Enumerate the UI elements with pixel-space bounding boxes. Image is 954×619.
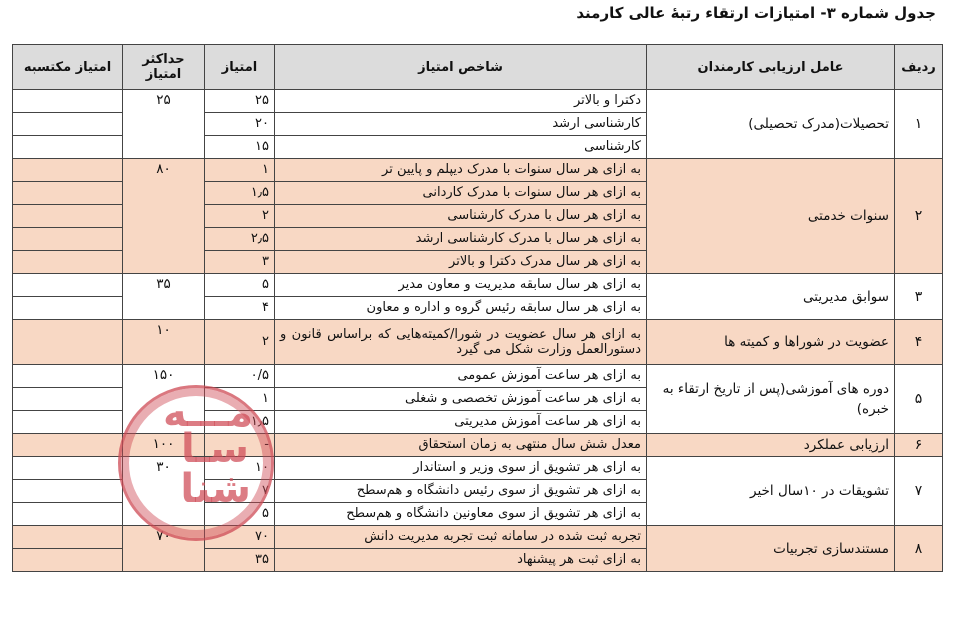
factor-cell: سنوات خدمتی <box>647 159 895 274</box>
indicator-cell: به ازای هر تشویق از سوی رئیس دانشگاه و هم‌سطح <box>275 480 647 503</box>
score-cell: - <box>205 434 275 457</box>
indicator-cell: به ازای ثبت هر پیشنهاد <box>275 549 647 572</box>
indicator-cell: معدل شش سال منتهی به زمان استحقاق <box>275 434 647 457</box>
max-score-cell: ۱۰ <box>123 320 205 365</box>
score-cell: ۵ <box>205 274 275 297</box>
max-score-cell: ۷۰ <box>123 526 205 572</box>
table-body <box>13 90 943 572</box>
indicator-cell: به ازای هر تشویق از سوی وزیر و استاندار <box>275 457 647 480</box>
earned-score-cell[interactable] <box>13 90 123 113</box>
row-number: ۱ <box>895 90 943 159</box>
earned-score-cell[interactable] <box>13 205 123 228</box>
row-number: ۸ <box>895 526 943 572</box>
header-max: حداکثر امتیاز <box>123 45 205 90</box>
indicator-cell: به ازای هر تشویق از سوی معاونین دانشگاه و هم‌سطح <box>275 503 647 526</box>
earned-score-cell[interactable] <box>13 457 123 480</box>
score-cell: ۱ <box>205 388 275 411</box>
earned-score-cell[interactable] <box>13 411 123 434</box>
table-row <box>13 159 943 182</box>
max-score-cell: ۱۰۰ <box>123 434 205 457</box>
row-number: ۲ <box>895 159 943 274</box>
earned-score-cell[interactable] <box>13 297 123 320</box>
earned-score-cell[interactable] <box>13 228 123 251</box>
score-cell: ۱۵ <box>205 136 275 159</box>
earned-score-cell[interactable] <box>13 434 123 457</box>
row-number: ۳ <box>895 274 943 320</box>
indicator-cell: به ازای هر سال با مدرک کارشناسی ارشد <box>275 228 647 251</box>
header-factor: عامل ارزیابی کارمندان <box>647 45 895 90</box>
score-cell: ۷ <box>205 480 275 503</box>
score-cell: ۳۵ <box>205 549 275 572</box>
indicator-cell: دکترا و بالاتر <box>275 90 647 113</box>
indicator-cell: به ازای هر سال سنوات با مدرک دیپلم و پایین تر <box>275 159 647 182</box>
score-cell: ۲۵ <box>205 90 275 113</box>
score-cell: ۱٫۵ <box>205 182 275 205</box>
max-score-cell: ۳۰ <box>123 457 205 526</box>
score-cell: ۵ <box>205 503 275 526</box>
earned-score-cell[interactable] <box>13 549 123 572</box>
indicator-cell: تجربه ثبت شده در سامانه ثبت تجربه مدیریت دانش <box>275 526 647 549</box>
earned-score-cell[interactable] <box>13 480 123 503</box>
row-number: ۷ <box>895 457 943 526</box>
scores-table <box>12 44 943 572</box>
earned-score-cell[interactable] <box>13 320 123 365</box>
indicator-cell: کارشناسی <box>275 136 647 159</box>
indicator-cell: به ازای هر سال با مدرک کارشناسی <box>275 205 647 228</box>
table-row <box>13 526 943 549</box>
earned-score-cell[interactable] <box>13 136 123 159</box>
indicator-cell: به ازای هر سال سابقه رئیس گروه و اداره و معاون <box>275 297 647 320</box>
earned-score-cell[interactable] <box>13 365 123 388</box>
factor-cell: عضویت در شوراها و کمیته ها <box>647 320 895 365</box>
factor-cell: تشویقات در ۱۰سال اخیر <box>647 457 895 526</box>
table-caption: جدول شماره ۳- امتیازات ارتقاء رتبۀ عالی کارمند <box>576 4 936 22</box>
indicator-cell: به ازای هر ساعت آموزش تخصصی و شغلی <box>275 388 647 411</box>
factor-cell: ارزیابی عملکرد <box>647 434 895 457</box>
max-score-cell: ۱۵۰ <box>123 365 205 434</box>
score-cell: ۱ <box>205 159 275 182</box>
table-row <box>13 90 943 113</box>
table-row <box>13 434 943 457</box>
indicator-cell: به ازای هر سال سابقه مدیریت و معاون مدیر <box>275 274 647 297</box>
score-cell: ۲ <box>205 320 275 365</box>
earned-score-cell[interactable] <box>13 113 123 136</box>
header-row <box>13 45 943 90</box>
table-row <box>13 365 943 388</box>
indicator-cell: به ازای هر ساعت آموزش مدیریتی <box>275 411 647 434</box>
factor-cell: تحصیلات(مدرک تحصیلی) <box>647 90 895 159</box>
factor-cell: دوره های آموزشی(پس از تاریخ ارتقاء به خبره) <box>647 365 895 434</box>
earned-score-cell[interactable] <box>13 251 123 274</box>
score-cell: ۱۰ <box>205 457 275 480</box>
earned-score-cell[interactable] <box>13 274 123 297</box>
earned-score-cell[interactable] <box>13 182 123 205</box>
earned-score-cell[interactable] <box>13 388 123 411</box>
row-number: ۶ <box>895 434 943 457</box>
max-score-cell: ۸۰ <box>123 159 205 274</box>
earned-score-cell[interactable] <box>13 503 123 526</box>
header-score: امتیاز <box>205 45 275 90</box>
earned-score-cell[interactable] <box>13 526 123 549</box>
table-row <box>13 457 943 480</box>
score-cell: ۲ <box>205 205 275 228</box>
max-score-cell: ۳۵ <box>123 274 205 320</box>
earned-score-cell[interactable] <box>13 159 123 182</box>
factor-cell: مستندسازی تجربیات <box>647 526 895 572</box>
factor-cell: سوابق مدیریتی <box>647 274 895 320</box>
table-row <box>13 320 943 365</box>
header-row-number: ردیف <box>895 45 943 90</box>
score-cell: ۲۰ <box>205 113 275 136</box>
score-cell: ۱٫۵ <box>205 411 275 434</box>
row-number: ۵ <box>895 365 943 434</box>
indicator-cell: کارشناسی ارشد <box>275 113 647 136</box>
score-cell: ۲٫۵ <box>205 228 275 251</box>
score-cell: ۳ <box>205 251 275 274</box>
indicator-cell: به ازای هر سال سنوات با مدرک کاردانی <box>275 182 647 205</box>
stamp-seal: مـــه سـا شنا <box>118 385 274 541</box>
header-indicator: شاخص امتیاز <box>275 45 647 90</box>
header-earned: امتیاز مکتسبه <box>13 45 123 90</box>
score-cell: ۰/۵ <box>205 365 275 388</box>
max-score-cell: ۲۵ <box>123 90 205 159</box>
indicator-cell: به ازای هر سال عضویت در شورا/کمیته‌هایی که براساس قانون و دستورالعمل وزارت شکل می گیرد <box>275 320 647 365</box>
table-row <box>13 274 943 297</box>
score-cell: ۷۰ <box>205 526 275 549</box>
score-cell: ۴ <box>205 297 275 320</box>
row-number: ۴ <box>895 320 943 365</box>
indicator-cell: به ازای هر ساعت آموزش عمومی <box>275 365 647 388</box>
indicator-cell: به ازای هر سال مدرک دکترا و بالاتر <box>275 251 647 274</box>
